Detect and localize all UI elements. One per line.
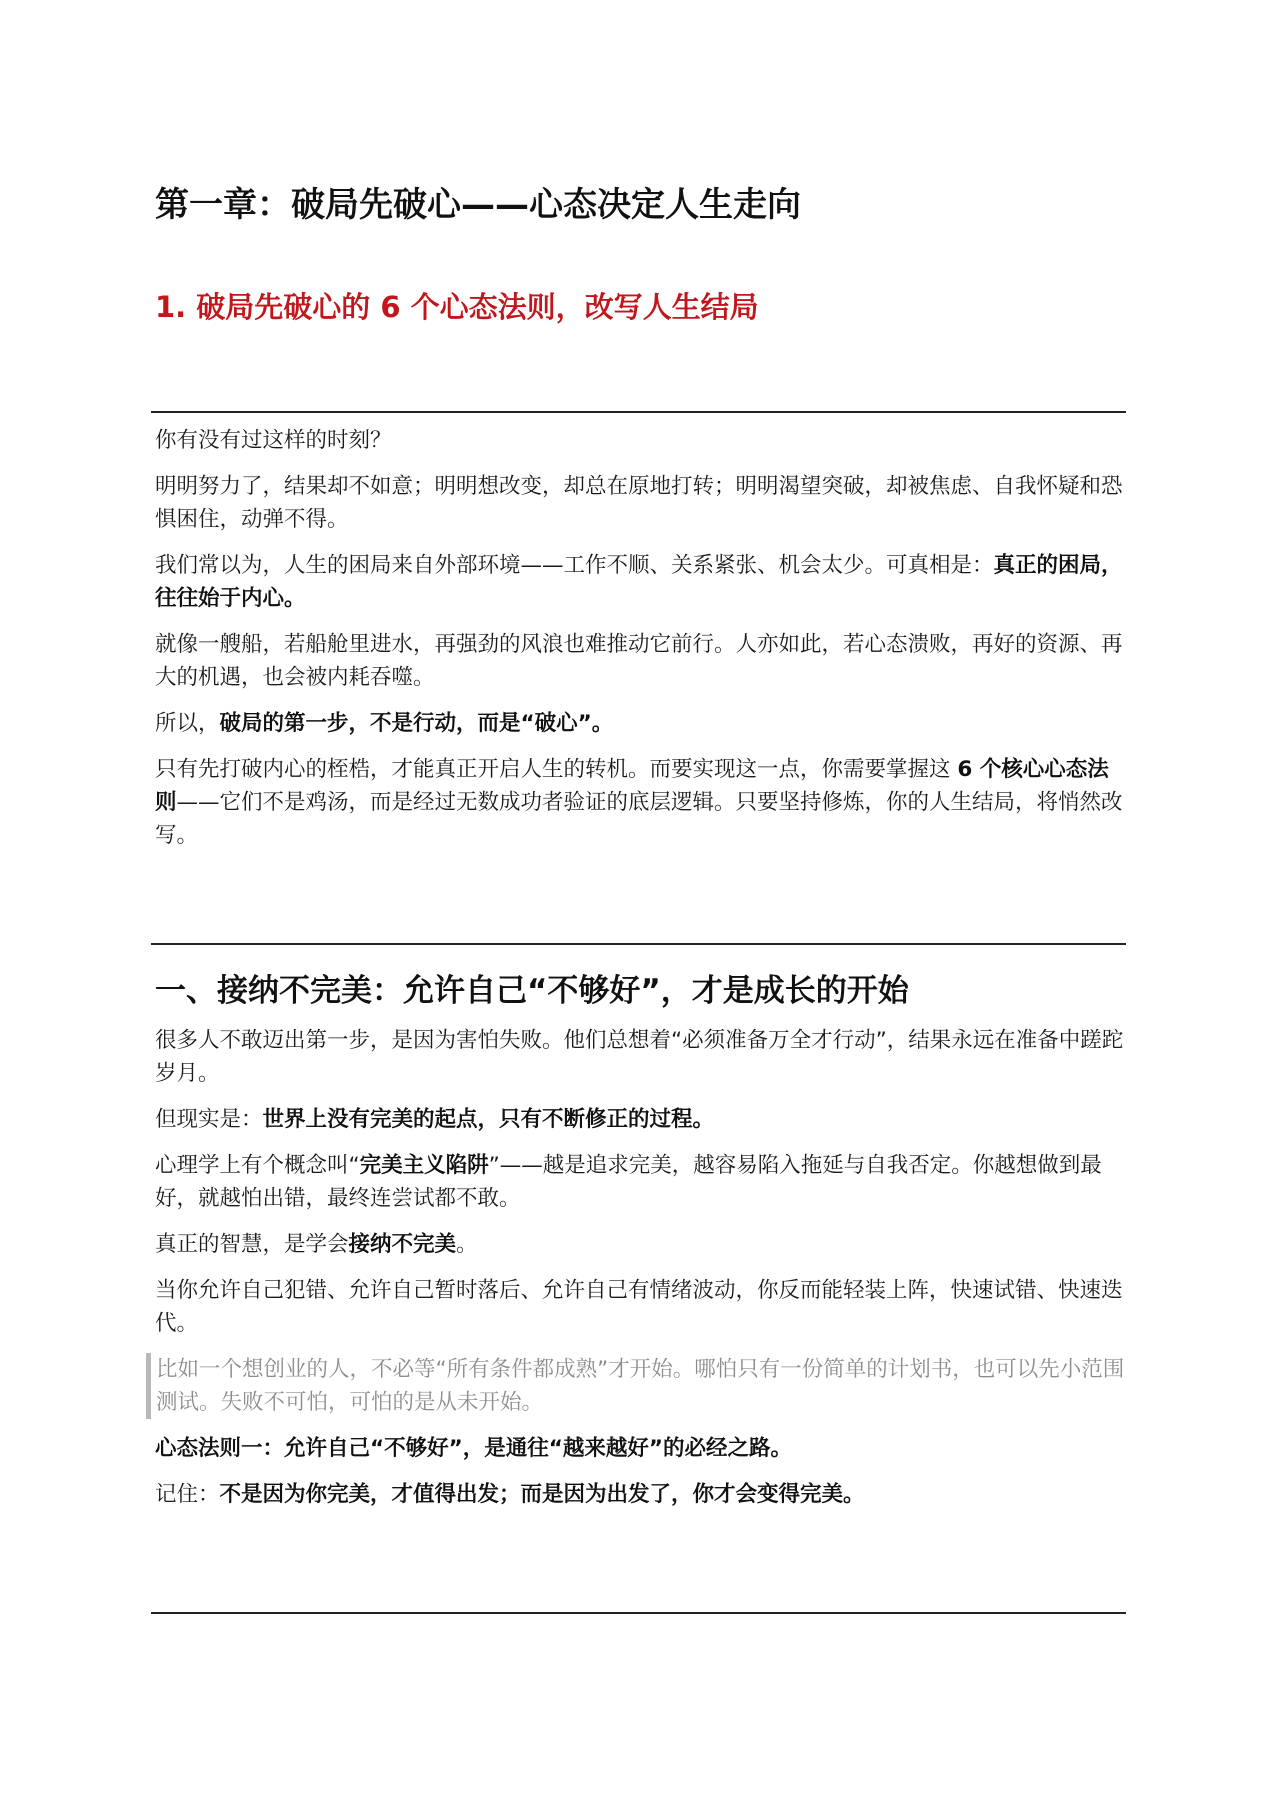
rule-one-paragraph-5: 当你允许自己犯错、允许自己暂时落后、允许自己有情绪波动，你反而能轻装上阵，快速试错、快速迭代。	[155, 1278, 1123, 1336]
divider-top	[151, 411, 1126, 413]
divider-middle	[151, 943, 1126, 945]
rule-one-summary	[155, 1432, 1127, 1465]
rule-one-paragraph-2-text: 但现实是：	[155, 1107, 263, 1132]
rule-one-paragraph-2	[155, 1103, 1127, 1136]
rule-one-heading: 一、接纳不完美：允许自己“不够好”，才是成长的开始	[155, 973, 909, 1009]
example-quote: 比如一个想创业的人，不必等“所有条件都成熟”才开始。哪怕只有一份简单的计划书，也可以先小范围测试。失败不可怕，可怕的是从未开始。	[146, 1353, 1127, 1419]
chapter-title: 第一章：破局先破心——心态决定人生走向	[155, 185, 801, 225]
intro-paragraph-3-text: 我们常以为，人生的困局来自外部环境——工作不顺、关系紧张、机会太少。可真相是：	[155, 553, 994, 578]
intro-block	[155, 424, 1127, 865]
rule-one-paragraph-4	[155, 1228, 1127, 1261]
intro-paragraph-5-bold: 破局的第一步，不是行动，而是“破心”。	[219, 711, 614, 736]
rule-one-remember-text: 记住：	[155, 1482, 220, 1507]
intro-paragraph-4: 就像一艘船，若船舱里进水，再强劲的风浪也难推动它前行。人亦如此，若心态溃败，再好的资源、再大的机遇，也会被内耗吞噬。	[155, 632, 1123, 690]
rule-one-remember-bold: 不是因为你完美，才值得出发；而是因为出发了，你才会变得完美。	[219, 1482, 865, 1507]
intro-paragraph-3	[155, 549, 1127, 615]
rule-one-block	[155, 968, 1127, 1524]
section-title: 1. 破局先破心的 6 个心态法则，改写人生结局	[155, 290, 759, 324]
intro-paragraph-5	[155, 707, 1127, 740]
rule-one-paragraph-3-text-a: 心理学上有个概念叫“	[155, 1153, 360, 1178]
rule-one-paragraph-3-bold: 完美主义陷阱	[359, 1153, 489, 1178]
rule-one-paragraph-3-text-c: ”——越是追求完美，越容易陷入拖延与自我否定。你越想做到最好，就越怕出错，最终连尝试都不敢。	[155, 1153, 1102, 1211]
rule-one-paragraph-4-text-c: 。	[456, 1232, 478, 1257]
rule-one-paragraph-2-bold: 世界上没有完美的起点，只有不断修正的过程。	[262, 1107, 715, 1132]
rule-one-paragraph-3	[155, 1149, 1127, 1215]
rule-one-paragraph-4-bold: 接纳不完美	[348, 1232, 457, 1257]
intro-paragraph-3-bold: 真正的困局，往往始于内心。	[155, 553, 1123, 611]
intro-paragraph-6-text-a: 只有先打破内心的桎梏，才能真正开启人生的转机。而要实现这一点，你需要掌握这	[155, 757, 958, 782]
intro-paragraph-5-text: 所以，	[155, 711, 220, 736]
rule-one-paragraph-1: 很多人不敢迈出第一步，是因为害怕失败。他们总想着“必须准备万全才行动”，结果永远在准备中蹉跎岁月。	[155, 1028, 1124, 1086]
intro-paragraph-6	[155, 753, 1127, 852]
intro-paragraph-6-bold: 6 个核心心态法则	[155, 757, 1109, 815]
rule-one-summary-bold: 心态法则一：允许自己“不够好”，是通往“越来越好”的必经之路。	[155, 1436, 793, 1461]
intro-paragraph-6-text-c: ——它们不是鸡汤，而是经过无数成功者验证的底层逻辑。只要坚持修炼，你的人生结局，将悄然改写。	[155, 790, 1123, 848]
rule-one-remember	[155, 1478, 1127, 1511]
divider-bottom	[151, 1612, 1126, 1614]
rule-one-paragraph-4-text-a: 真正的智慧，是学会	[155, 1232, 349, 1257]
intro-paragraph-1: 你有没有过这样的时刻？	[155, 428, 392, 453]
intro-paragraph-2: 明明努力了，结果却不如意；明明想改变，却总在原地打转；明明渴望突破，却被焦虑、自我怀疑和恐惧困住，动弹不得。	[155, 474, 1123, 532]
